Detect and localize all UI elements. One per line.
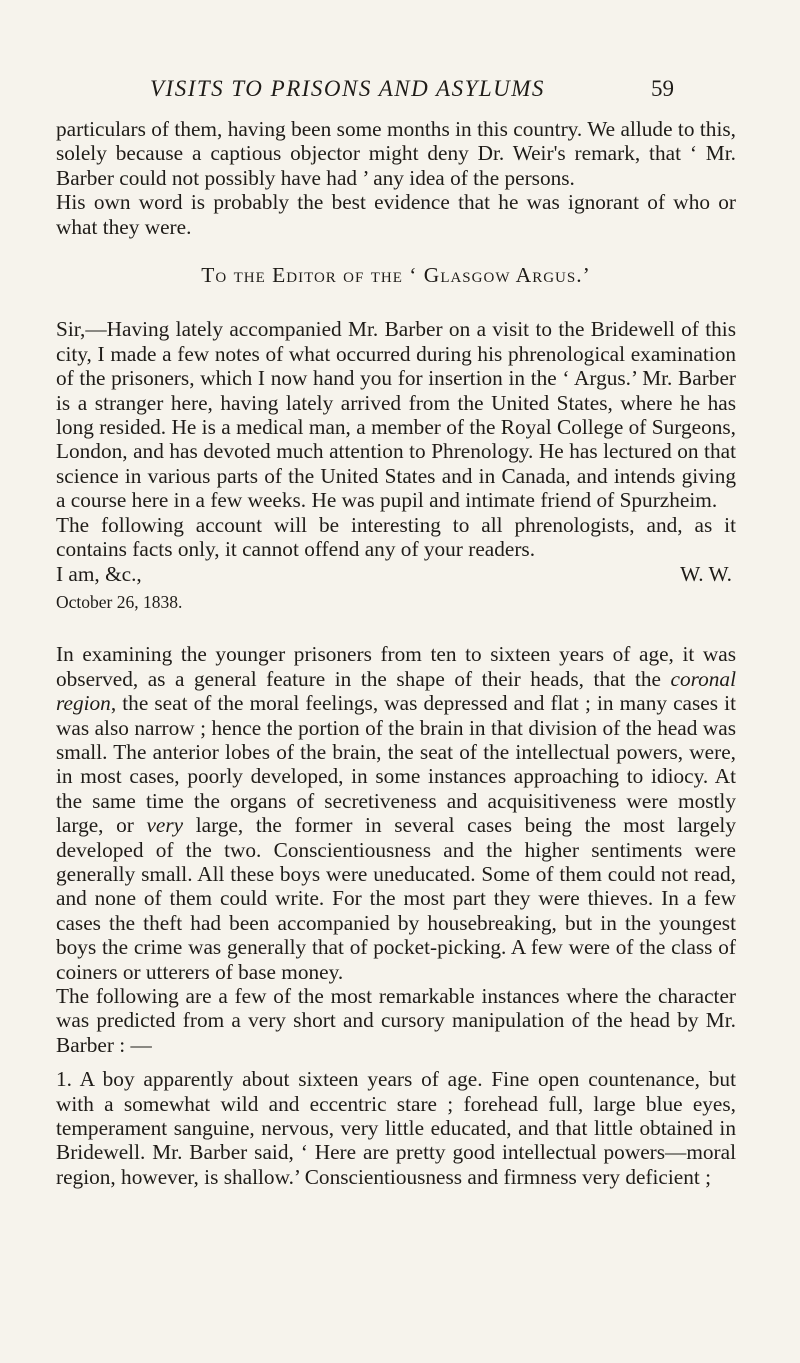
letter-date: October 26, 1838. <box>56 591 183 612</box>
body-text <box>56 117 736 1189</box>
letter-paragraph: The following account will be interesting to all phrenologists, and, as it contains facts only, it cannot offend any of your readers. <box>56 512 736 562</box>
italic-term: very <box>146 813 184 838</box>
running-head <box>0 76 800 106</box>
letter-heading: To the Editor of the ‘ Glasgow Argus.’ <box>201 263 591 288</box>
list-item-text: A boy apparently about sixteen years of age. Fine open countenance, but with a somewhat wild and eccentric stare ; forehead full, large blue eyes, temperament sanguine, nervous, very little educated, and that little obtained in Bridewell. Mr. Barber said, ‘ Here are pretty good intellectual powers—moral region, however, is shallow.’ Conscientiousness and firmness very deficient ; <box>56 1067 736 1189</box>
paragraph-text: In examining the younger prisoners from ten to sixteen years of age, it was observed, as a general feature in the shape of their heads, that the <box>56 642 736 691</box>
paragraph-text: large, the former in several cases being the most largely developed of the two. Conscientiousness and the higher sentiments were generally small. All these boys were uneducated. Some of them could not read, and none of them could write. For the most part they were thieves. In a few cases the theft had been accompanied by housebreaking, but in the youngest boys the crime was generally that of pocket-picking. A few were of the class of coiners or utterers of base money. <box>56 813 736 984</box>
running-title: VISITS TO PRISONS AND ASYLUMS <box>150 76 545 101</box>
signoff-initials: W. W. <box>680 561 732 586</box>
paragraph-continuation: particulars of them, having been some months in this country. We allude to this, solely because a captious objector might deny Dr. Weir's remark, that ‘ Mr. Barber could not possibly have had ’ any idea of the persons. <box>56 117 736 190</box>
signoff-salutation: I am, &c., <box>56 561 142 586</box>
paragraph-text: , the seat of the moral feelings, was depressed and flat ; in many cases it was also narrow ; hence the portion of the brain in that division of the head was small. The anterior lobes of the brain, the seat of the intellectual powers, were, in most cases, poorly developed, in some instances approaching to idiocy. At the same time the organs of secretiveness and acquisitiveness were mostly large, or <box>56 691 736 838</box>
paragraph: The following are a few of the most remarkable instances where the character was predicted from a very short and cursory manipulation of the head by Mr. Barber : — <box>56 984 736 1057</box>
paragraph: His own word is probably the best evidence that he was ignorant of who or what they were. <box>56 190 736 239</box>
list-item-number: 1. <box>56 1067 72 1092</box>
paragraph <box>56 642 736 984</box>
italic-term: coronal region <box>56 666 736 716</box>
list-item <box>56 1067 736 1189</box>
letter-paragraph: Sir,—Having lately accompanied Mr. Barber on a visit to the Bridewell of this city, I made a few notes of what occurred during his phrenological examination of the prisoners, which I now hand you for insertion in the ‘ Argus.’ Mr. Barber is a stranger here, having lately arrived from the United States, where he has long resided. He is a medical man, a member of the Royal College of Surgeons, London, and has devoted much attention to Phrenology. He has lectured on that science in various parts of the United States and in Canada, and intends giving a course here in a few weeks. He was pupil and intimate friend of Spurzheim. <box>56 317 736 513</box>
page-number: 59 <box>651 76 674 101</box>
letter-signoff <box>56 562 732 586</box>
